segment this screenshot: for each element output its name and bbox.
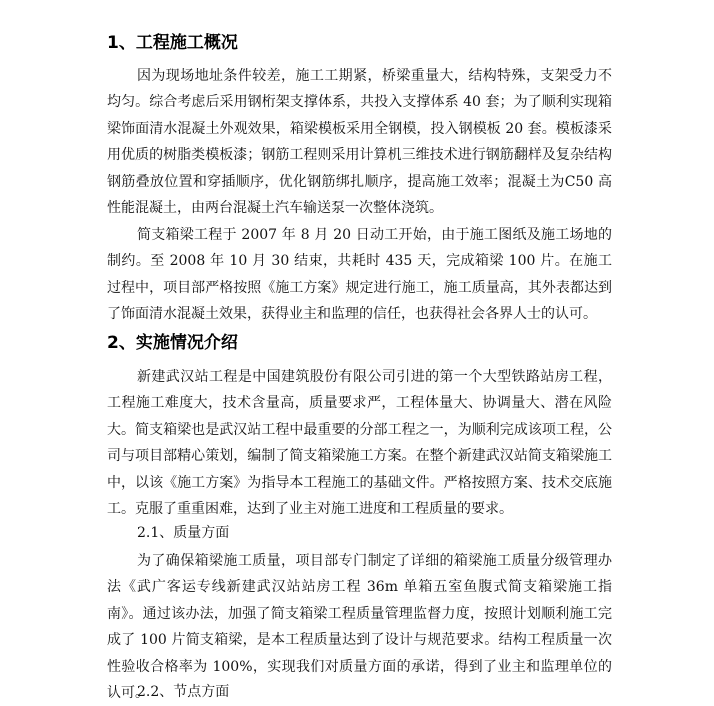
section-1-paragraph-1: 因为现场地址条件较差，施工工期紧，桥梁重量大，结构特殊，支架受力不均匀。综合考虑后采用钢桁架支撑体系，共投入支撑体系 40 套；为了顺利实现箱梁饰面清水混凝土外观效果，箱梁模板采用全钢模，投入钢模板 20 套。模板漆采用优质的树脂类模板漆；钢筋工程则采用计算机三维技术进行钢筋翻样及复杂结构钢筋叠放位置和穿插顺序，优化钢筋绑扎顺序，提高施工效率；混凝土为C50 高性能混凝土，由两台混凝土汽车输送泵一次整体浇筑。 <box>107 68 612 217</box>
section-2-paragraph: 新建武汉站工程是中国建筑股份有限公司引进的第一个大型铁路站房工程，工程施工难度大，技术含量高，质量要求严，工程体量大、协调量大、潜在风险大。简支箱梁也是武汉站工程中最重要的分部工程之一，为顺利完成该项工程，公司与项目部精心策划，编制了简支箱梁施工方案。在整个新建武汉站简支箱梁施工中，以该《施工方案》为指导本工程施工的基础文件。严格按照方案、技术交底施工。克服了重重困难，达到了业主对施工进度和工程质量的要求。 <box>107 369 612 518</box>
subsection-2-2-heading-partial: 2.2、节点方面 <box>137 684 230 700</box>
section-2-heading: 2、实施情况介绍 <box>107 333 238 353</box>
section-1-heading: 1、工程施工概况 <box>107 33 238 53</box>
section-1-paragraph-2: 简支箱梁工程于 2007 年 8 月 20 日动工开始，由于施工图纸及施工场地的制约。至 2008 年 10 月 30 结束，共耗时 435 天，完成箱梁 100 片。在施工过程中，项目部严格按照《施工方案》规定进行施工，施工质量高，其外表都达到了饰面清水混凝土效果，获得业主和监理的信任，也获得社会各界人士的认可。 <box>107 227 612 323</box>
subsection-2-1-heading: 2.1、质量方面 <box>137 525 230 541</box>
subsection-2-1-paragraph: 为了确保箱梁施工质量，项目部专门制定了详细的箱梁施工质量分级管理办法《武广客运专线新建武汉站站房工程 36m 单箱五室鱼腹式简支箱梁施工指南》。通过该办法，加强了简支箱梁工程质量管理监督力度，按照计划顺利施工完成了 100 片简支箱梁，是本工程质量达到了设计与规范要求。结构工程质量一次性验收合格率为 100%，实现我们对质量方面的承诺，得到了业主和监理单位的认可。 <box>107 553 612 702</box>
